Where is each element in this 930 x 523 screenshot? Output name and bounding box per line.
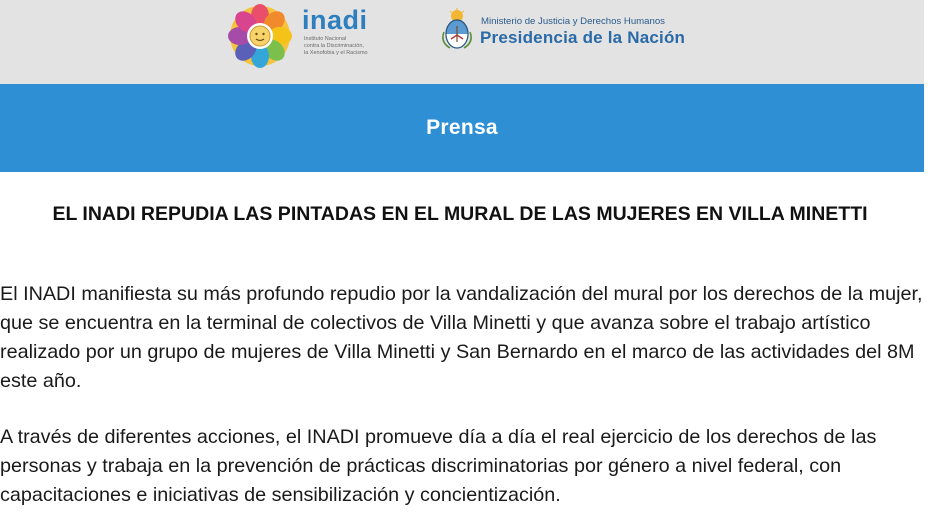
inadi-sun-emblem-icon — [228, 4, 292, 68]
press-banner — [0, 84, 924, 172]
article-paragraph: A través de diferentes acciones, el INADI promueve día a día el real ejercicio de los derechos de las personas y trabaja en la prevención de prácticas discriminatorias por género a nivel federal, con capacitaciones e iniciativas de sensibilización y concientización. — [0, 426, 877, 506]
header-band — [0, 0, 924, 84]
inadi-subtitle-line: Instituto Nacional — [304, 36, 347, 42]
inadi-subtitle-line: la Xenofobia y el Racismo — [304, 49, 368, 56]
ministry-name: Ministerio de Justicia y Derechos Humanos — [481, 16, 665, 27]
inadi-subtitle — [304, 36, 384, 56]
presidency-name: Presidencia de la Nación — [480, 28, 686, 47]
press-label: Prensa — [426, 116, 498, 139]
article-headline: EL INADI REPUDIA LAS PINTADAS EN EL MURAL DE LAS MUJERES EN VILLA MINETTI — [52, 203, 868, 225]
inadi-wordmark: inadi — [302, 5, 368, 35]
article-paragraph: El INADI manifiesta su más profundo repudio por la vandalización del mural por los derechos de la mujer, que se encuentra en la terminal de colectivos de Villa Minetti y que avanza sobre el trabajo artístico realizado por un grupo de mujeres de Villa Minetti y San Bernardo en el marco de las actividades del 8M este año. — [0, 283, 923, 392]
argentina-coat-of-arms-icon — [441, 8, 473, 52]
inadi-subtitle-line: contra la Discriminación, — [304, 42, 364, 49]
